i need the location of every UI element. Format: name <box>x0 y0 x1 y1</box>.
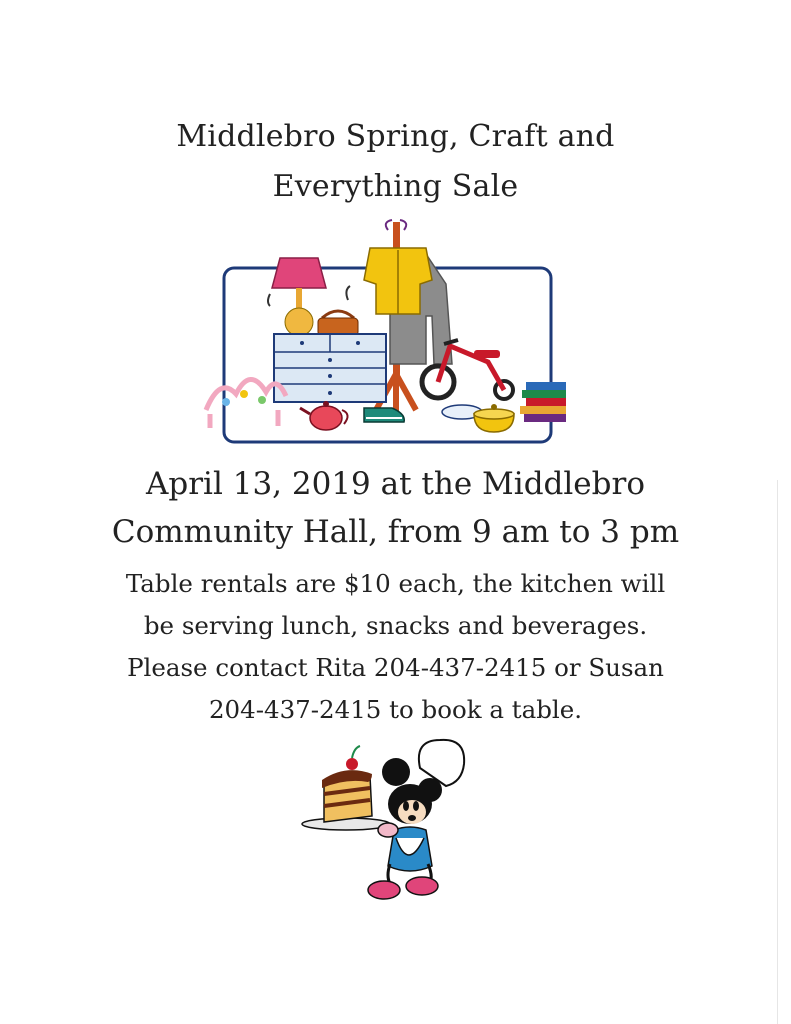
mouse-hand-icon <box>378 823 398 837</box>
books-icon <box>520 382 566 422</box>
mouse-head-icon <box>388 784 432 824</box>
yard-sale-illustration <box>200 214 578 452</box>
mouse-shoe-right-icon <box>406 877 438 895</box>
mouse-shoe-left-icon <box>368 881 400 899</box>
event-date-location <box>0 460 791 556</box>
details-line-1: Table rentals are $10 each, the kitchen will <box>125 569 666 598</box>
yellow-coat-icon <box>346 248 432 314</box>
dresser-icon <box>274 334 386 402</box>
mouse-ear-left-icon <box>382 758 410 786</box>
lamp-icon <box>268 258 326 340</box>
flyer-title <box>0 112 791 212</box>
details-line-2: be serving lunch, snacks and beverages. <box>143 611 648 640</box>
title-line-2: Everything Sale <box>272 169 519 204</box>
handbag-icon <box>318 311 358 336</box>
sale-details <box>0 563 791 731</box>
event-line-1: April 13, 2019 at the Middlebro <box>146 466 645 502</box>
event-line-2: Community Hall, from 9 am to 3 pm <box>111 514 680 550</box>
scan-edge-line <box>777 480 778 1024</box>
cake-icon <box>302 746 390 830</box>
details-line-4: 204-437-2415 to book a table. <box>208 695 583 724</box>
teapot-icon <box>300 401 348 430</box>
mouse-chef-with-cake-icon <box>300 738 480 908</box>
title-line-1: Middlebro Spring, Craft and <box>176 119 615 154</box>
details-line-3: Please contact Rita 204-437-2415 or Susan <box>127 653 664 682</box>
